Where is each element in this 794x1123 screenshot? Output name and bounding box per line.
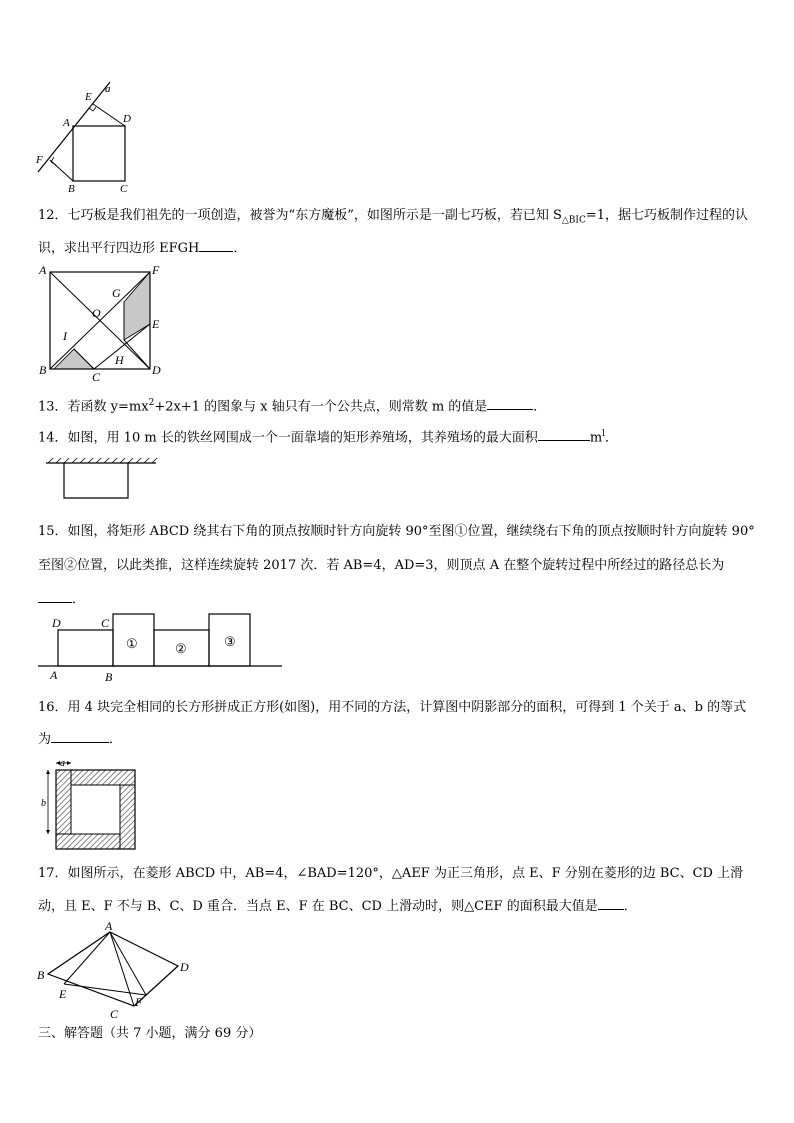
q12-text2: =1，据七巧板制作过程的认识，求出平行四边形 EFGH: [38, 208, 749, 256]
fig12-label-G: G: [112, 286, 121, 300]
question-16: [38, 692, 756, 756]
q17-text: 如图所示，在菱形 ABCD 中，AB=4，∠BAD=120°，△AEF 为正三角形，点 E、F 分别在菱形的边 BC、CD 上滑动，且 E、F 不与 B、C、D 重合．当点 E、F 在 BC、CD 上滑动时，则△CEF 的面积最大值是: [38, 866, 744, 914]
fig15-label-B: B: [105, 670, 113, 684]
q16-text3: ．: [109, 732, 123, 747]
q12-number: 12．: [38, 208, 68, 223]
q17-rhombus-figure: [34, 918, 199, 1023]
fig17-label-A: A: [105, 919, 113, 933]
fig17-label-F: F: [135, 995, 143, 1009]
question-13: [38, 390, 756, 420]
fig12-label-H: H: [115, 353, 124, 367]
q14-unit-superscript: l: [602, 429, 606, 439]
q16-answer-blank[interactable]: [51, 728, 109, 743]
q13-answer-blank[interactable]: [487, 395, 533, 410]
q14-text1: 如图，用 10 m 长的铁丝网围成一个一面靠墙的矩形养殖场，其养殖场的最大面积: [67, 430, 538, 446]
q15-answer-blank[interactable]: [38, 588, 72, 603]
fig11-label-a: a: [105, 83, 111, 95]
fig11-label-E: E: [85, 91, 92, 103]
fig16-label-b: b: [41, 798, 46, 809]
fig11-label-D: D: [123, 113, 131, 125]
q12-tangram-figure: [36, 262, 166, 382]
q13-number: 13．: [38, 399, 68, 415]
question-12: [38, 202, 756, 262]
q14-unit: m: [589, 430, 603, 446]
question-14: [38, 421, 756, 451]
q13-text1: 若函数 y=mx: [67, 399, 149, 415]
q16-text: 用 4 块完全相同的长方形拼成正方形(如图)，用不同的方法，计算图中阴影部分的面积，可得到 1 个关于 a、b 的等式为: [38, 700, 747, 747]
fig11-label-C: C: [120, 183, 128, 195]
q16-square-figure: [38, 758, 138, 854]
fig15-label-C: C: [101, 616, 110, 630]
q15-text: 如图，将矩形 ABCD 绕其右下角的顶点按顺时针方向旋转 90°至图①位置，继续绕右下角的顶点按顺时针方向旋转 90°至图②位置，以此类推，这样连续旋转 2017 次．若 AB=4，AD=3，则顶点 A 在整个旋转过程中所经过的路径总长为: [38, 524, 755, 573]
q14-enclosure-figure: [44, 455, 159, 503]
fig12-label-D: D: [152, 363, 161, 377]
fig17-label-E: E: [59, 987, 67, 1001]
q12-answer-blank[interactable]: [199, 237, 233, 252]
question-17: [38, 857, 756, 923]
q15-rotation-figure: [36, 610, 286, 684]
fig11-label-B: B: [68, 183, 75, 195]
fig17-label-D: D: [180, 960, 189, 974]
fig12-label-F: F: [152, 263, 160, 277]
fig15-label-1: ①: [126, 636, 138, 651]
section-3-title: 三、解答题（共 7 小题，满分 69 分）: [38, 1026, 262, 1041]
q12-text3: ．: [233, 240, 247, 256]
fig12-label-B: B: [39, 363, 47, 377]
fig15-label-D: D: [52, 616, 61, 630]
question-15: [38, 515, 756, 617]
q12-subscript: △BIC: [561, 215, 586, 226]
fig12-label-I: I: [63, 329, 67, 343]
fig12-label-O: O: [92, 306, 101, 320]
q13-text2: +2x+1 的图象与 x 轴只有一个公共点，则常数 m 的值是: [154, 399, 488, 415]
fig15-label-A: A: [50, 668, 58, 682]
fig15-label-2: ②: [175, 641, 187, 656]
q17-answer-blank[interactable]: [598, 895, 624, 910]
fig12-label-C: C: [92, 370, 101, 382]
q14-text3: ．: [605, 430, 619, 446]
q14-answer-blank[interactable]: [538, 426, 590, 441]
q13-superscript: 2: [148, 398, 155, 408]
section-3-heading: [38, 1020, 756, 1047]
fig11-label-A: A: [63, 117, 70, 129]
fig17-label-B: B: [37, 968, 45, 982]
fig12-label-E: E: [152, 317, 160, 331]
fig15-label-3: ③: [224, 634, 236, 649]
q15-number: 15．: [38, 524, 68, 539]
q12-text1: 七巧板是我们祖先的一项创造，被誉为“东方魔板”，如图所示是一副七巧板，若已知 S: [67, 208, 562, 223]
q11-figure: [30, 80, 150, 195]
q15-text3: ．: [72, 592, 86, 607]
q17-text3: ．: [623, 899, 637, 914]
q13-text3: ．: [533, 399, 547, 415]
fig16-label-a: a: [60, 758, 65, 769]
fig11-label-F: F: [36, 154, 43, 166]
q14-number: 14．: [38, 430, 68, 446]
fig12-label-A: A: [39, 263, 47, 277]
q17-number: 17．: [38, 866, 68, 881]
fig17-label-C: C: [110, 1007, 119, 1021]
q16-number: 16．: [38, 700, 68, 715]
